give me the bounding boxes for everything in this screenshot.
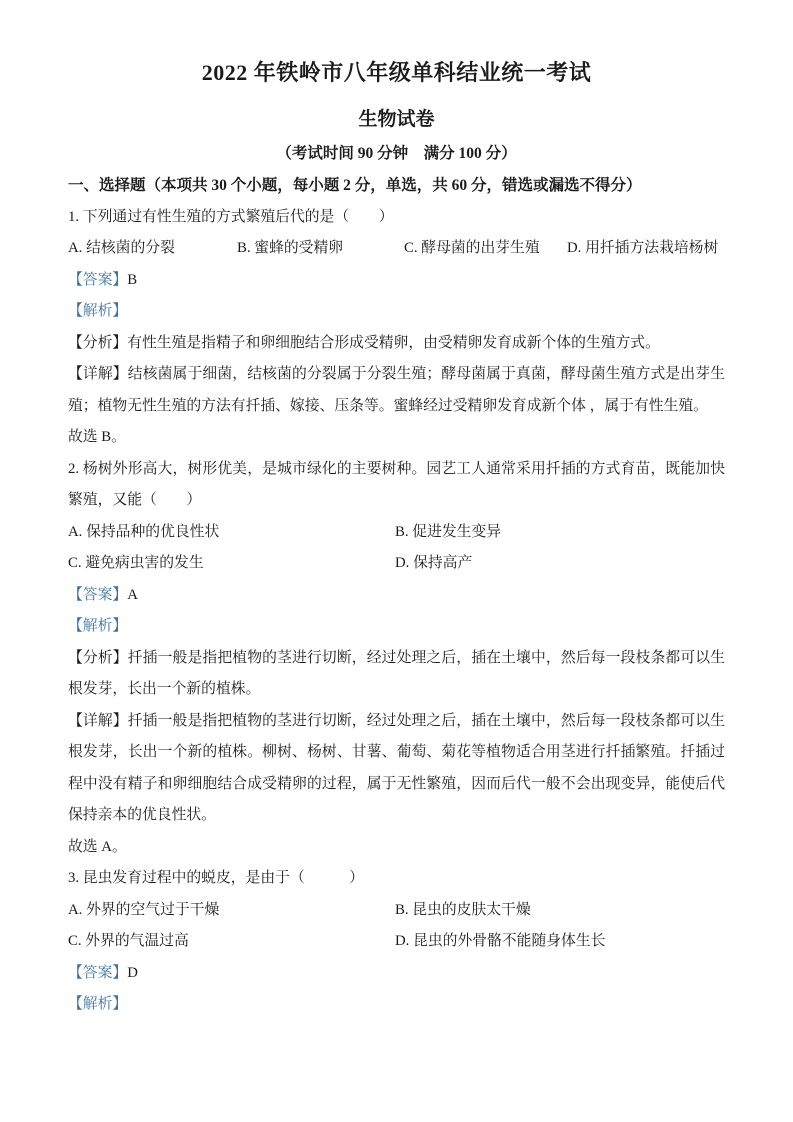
exam-info: （考试时间 90 分钟 满分 100 分）	[276, 145, 517, 162]
explanation-line	[68, 611, 725, 643]
options-grid	[68, 895, 725, 958]
option-a: A. 外界的空气过于干燥	[68, 901, 220, 918]
explanation-label: 【解析】	[68, 618, 128, 634]
page-subtitle: 生物试卷	[358, 109, 435, 130]
conclusion-line: 故选 A。	[68, 838, 127, 855]
answer-label: 【答案】	[68, 586, 128, 603]
answer-line	[68, 958, 725, 990]
question-stem: 2. 杨树外形高大，树形优美，是城市绿化的主要树种。园艺工人通常采用扦插的方式育苗，既能加快繁殖，又能（ ）	[68, 460, 725, 508]
analysis-paragraph: 【分析】扦插一般是指把植物的茎进行切断，经过处理之后，插在土壤中，然后每一段枝条都可以生根发芽，长出一个新的植株。	[68, 649, 725, 697]
answer-line	[68, 580, 725, 612]
explanation-line	[68, 296, 725, 328]
answer-label: 【答案】	[68, 964, 128, 981]
section-heading: 一、选择题（本项共 30 个小题，每小题 2 分，单选，共 60 分，错选或漏选不得分）	[68, 177, 642, 194]
option-c: C. 酵母菌的出芽生殖	[404, 240, 540, 256]
option-d: D. 保持高产	[395, 555, 473, 571]
question-stem: 3. 昆虫发育过程中的蜕皮，是由于（ ）	[68, 870, 364, 886]
explanation-label: 【解析】	[68, 996, 128, 1012]
option-a: A. 结核菌的分裂	[68, 240, 175, 256]
detail-paragraph: 【详解】结核菌属于细菌，结核菌的分裂属于分裂生殖；酵母菌属于真菌，酵母菌生殖方式是出芽生殖；植物无性生殖的方法有扦插、嫁接、压条等。蜜蜂经过受精卵发育成新个体 ，属于有性生殖。	[68, 366, 725, 414]
conclusion-line: 故选 B。	[68, 429, 126, 445]
answer-value: A	[127, 586, 138, 603]
explanation-label: 【解析】	[68, 303, 128, 319]
option-d: D. 用扦插方法栽培杨树	[567, 240, 719, 256]
options-grid	[68, 517, 725, 580]
question-3	[68, 863, 725, 1021]
page-title: 2022 年铁岭市八年级单科结业统一考试	[201, 60, 592, 85]
detail-paragraph: 【详解】扦插一般是指把植物的茎进行切断，经过处理之后，插在土壤中，然后每一段枝条都可以生根发芽，长出一个新的植株。柳树、杨树、甘薯、葡萄、菊花等植物适合用茎进行扦插繁殖。扦插过程中没有精子和卵细胞结合成受精卵的过程，属于无性繁殖，因而后代一般不会出现变异，能使后代保持亲本的优良性状。	[68, 712, 725, 823]
option-b: B. 蜜蜂的受精卵	[237, 240, 344, 256]
question-2	[68, 454, 725, 864]
option-c: C. 避免病虫害的发生	[68, 555, 204, 571]
answer-value: B	[127, 271, 138, 288]
answer-label: 【答案】	[68, 271, 128, 288]
analysis-paragraph: 【分析】有性生殖是指精子和卵细胞结合形成受精卵，由受精卵发育成新个体的生殖方式。	[68, 334, 660, 351]
explanation-line	[68, 989, 725, 1021]
option-b: B. 昆虫的皮肤太干燥	[395, 901, 531, 918]
question-1	[68, 202, 725, 454]
option-d: D. 昆虫的外骨骼不能随身体生长	[395, 933, 606, 949]
option-c: C. 外界的气温过高	[68, 933, 189, 949]
answer-value: D	[127, 964, 138, 981]
question-stem: 1. 下列通过有性生殖的方式繁殖后代的是（ ）	[68, 208, 394, 225]
options-row	[68, 233, 725, 265]
option-b: B. 促进发生变异	[395, 523, 502, 540]
answer-line	[68, 265, 725, 297]
option-a: A. 保持品种的优良性状	[68, 523, 220, 540]
